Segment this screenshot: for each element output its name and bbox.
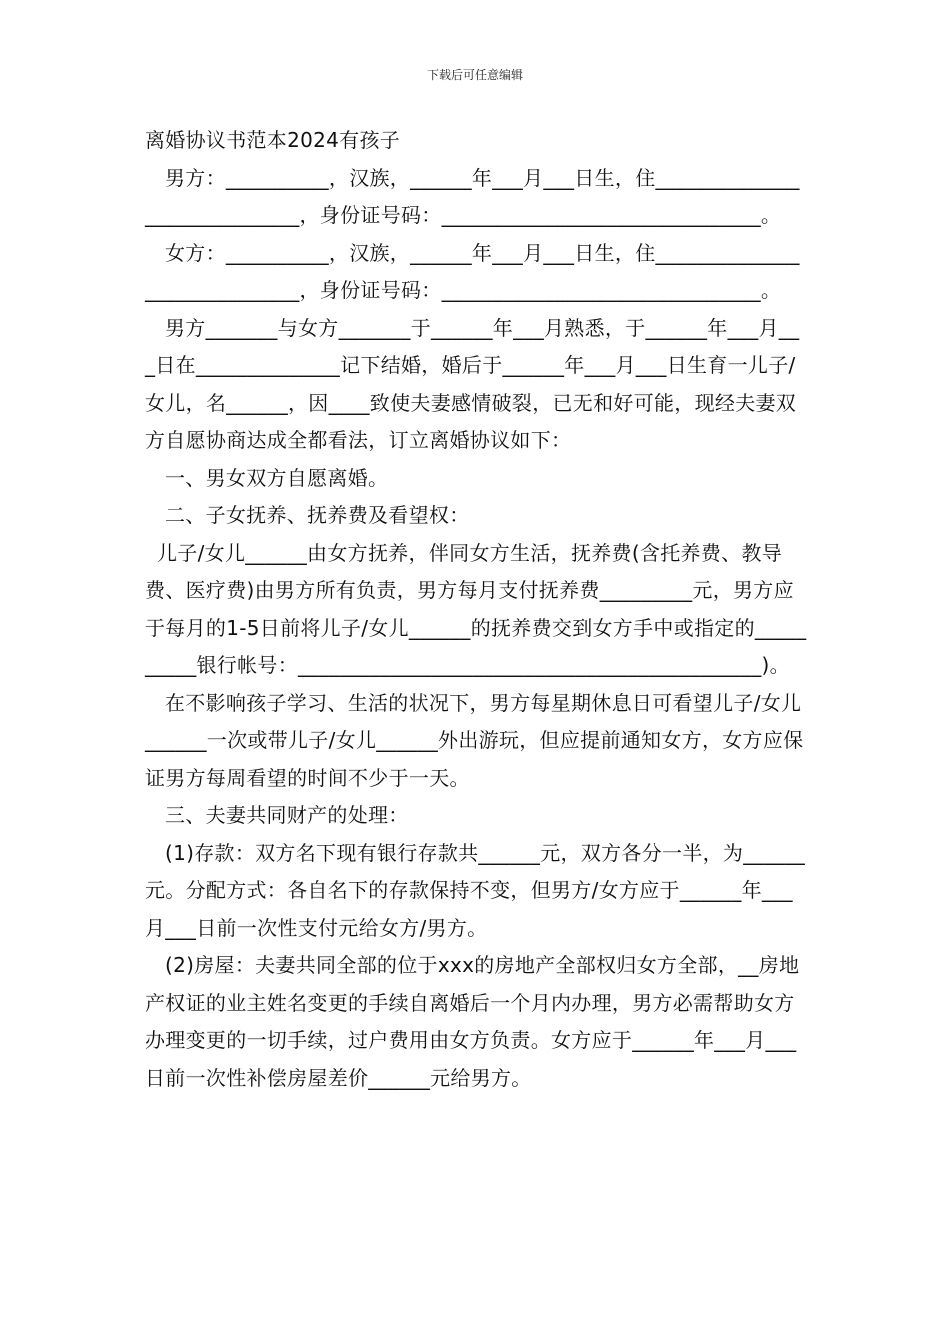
paragraph: 女方：__________，汉族，______年___月___日生，住_____________________________，身份证号码：_______________________________。 (145, 240, 800, 302)
paragraph: 男方：__________，汉族，______年___月___日生，住_____________________________，身份证号码：_______________________________。 (145, 165, 800, 227)
paragraph: 在不影响孩子学习、生活的状况下，男方每星期休息日可看望儿子/女儿______一次或带儿子/女儿______外出游玩，但应提前通知女方，女方应保证男方每周看望的时间不少于一天。 (145, 690, 804, 790)
paragraph: (2)房屋：夫妻共同全部的位于xxx的房地产全部权归女方全部，__房地产权证的业主姓名变更的手续自离婚后一个月内办理，男方必需帮助女方办理变更的一切手续，过户费用由女方负责。女方应于______年___月___日前一次性补偿房屋差价______元给男方。 (145, 953, 800, 1090)
document-title: 离婚协议书范本2024有孩子 (145, 128, 401, 152)
paragraph: (1)存款：双方名下现有银行存款共______元，双方各分一半，为______元。分配方式：各自名下的存款保持不变，但男方/女方应于______年___月___日前一次性支付元给女方/男方。 (145, 840, 806, 940)
paragraph: 男方_______与女方_______于______年___月熟悉，于______年___月___日在______________记下结婚，婚后于______年___月___日生育一儿子/女儿，名______，因____致使夫妻感情破裂，已无和好可能，现经夫妻双方自愿协商达成全都看法，订立离婚协议如下： (145, 315, 800, 452)
paragraph: 一、男女双方自愿离婚。 (165, 465, 389, 490)
paragraph: 儿子/女儿______由女方抚养，伴同女方生活，抚养费(含托养费、教导费、医疗费)由男方所有负责，男方每月支付抚养费_________元，男方应于每月的1-5日前将儿子/女儿______的抚养费交到女方手中或指定的__________银行帐号：_____________________________________________)。 (145, 540, 807, 677)
paragraph-list (145, 160, 807, 1098)
paragraph: 三、夫妻共同财产的处理： (165, 803, 409, 827)
header-note: 下载后可任意编辑 (426, 68, 523, 82)
paragraph: 二、子女抚养、抚养费及看望权： (165, 503, 470, 527)
document-body (145, 122, 807, 1097)
